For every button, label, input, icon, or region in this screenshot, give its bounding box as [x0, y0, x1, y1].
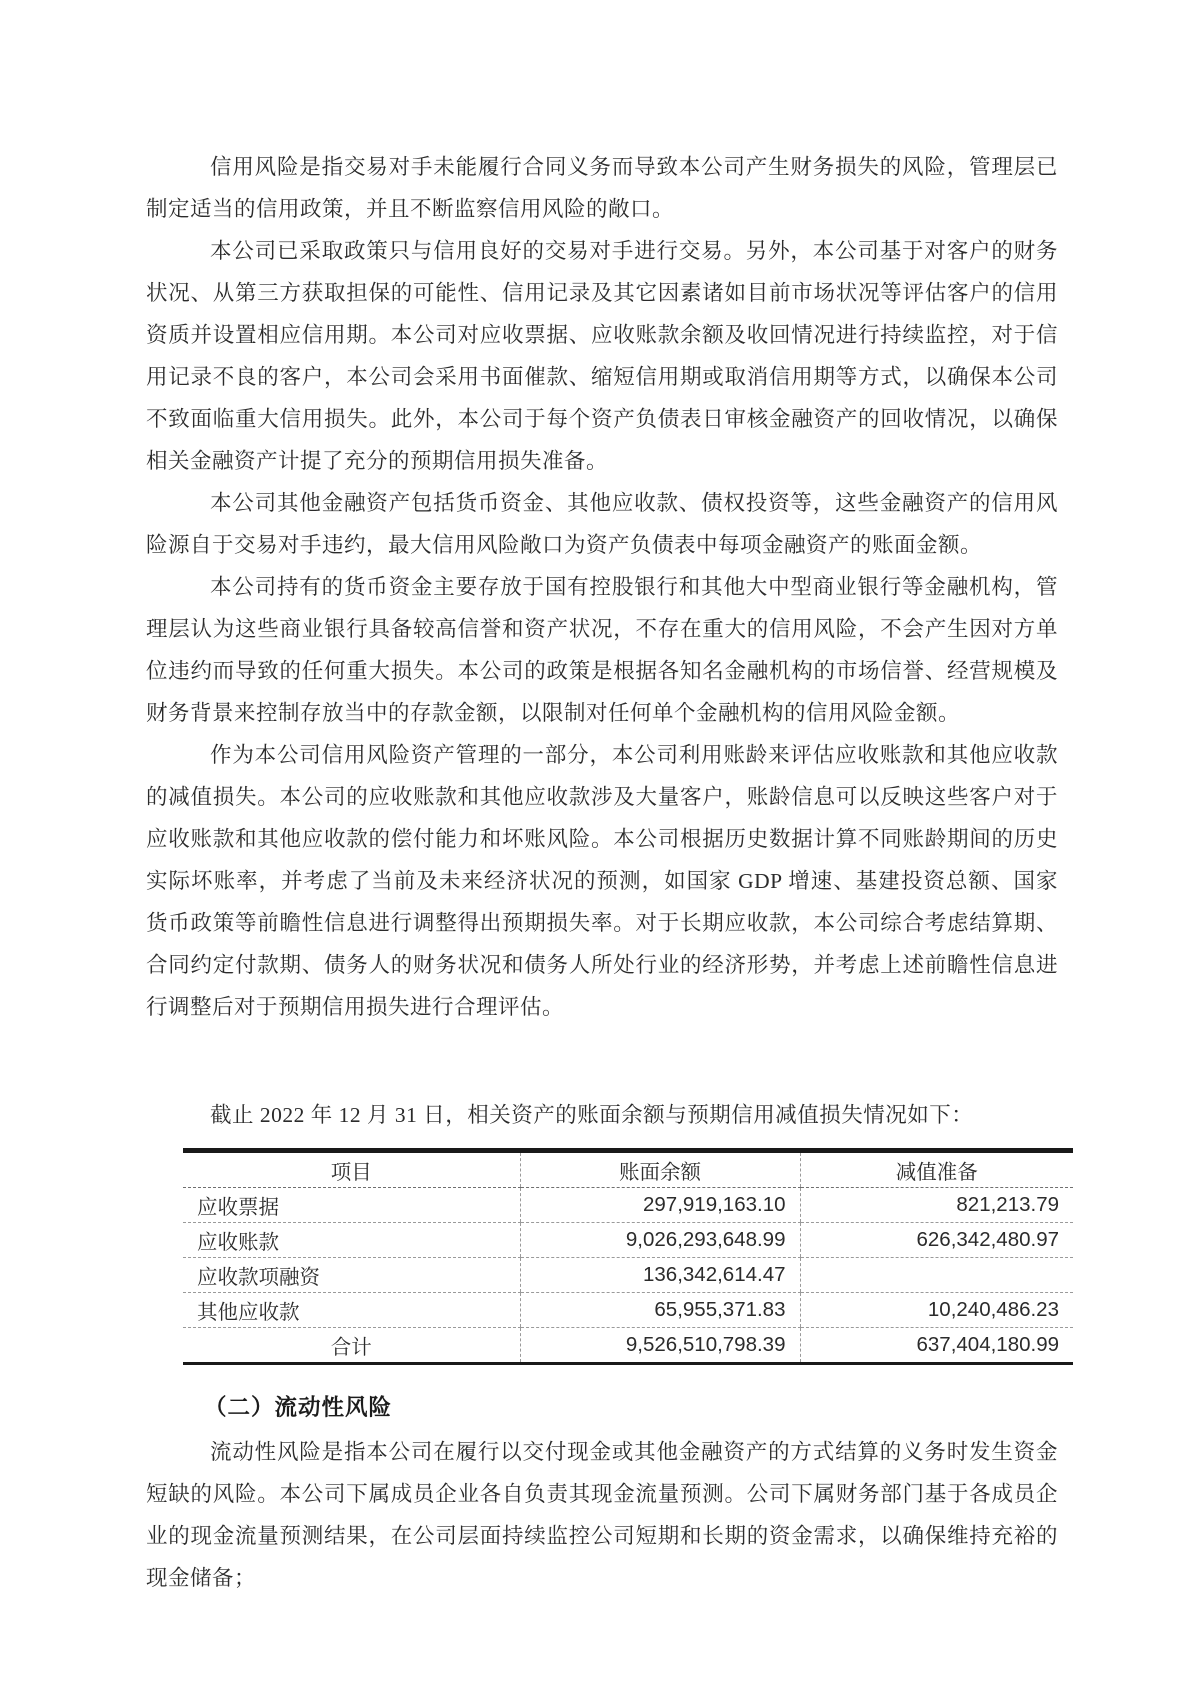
impairment-table-header	[183, 1151, 1073, 1188]
table-row-notes-receivable	[183, 1188, 1073, 1223]
column-header-impairment-provision: 减值准备	[800, 1151, 1073, 1188]
paragraph-other-financial-assets: 本公司其他金融资产包括货币资金、其他应收款、债权投资等，这些金融资产的信用风险源自于交易对手违约，最大信用风险敞口为资产负债表中每项金融资产的账面金额。	[146, 491, 1058, 557]
section-heading-liquidity-risk: （二）流动性风险	[204, 1395, 393, 1420]
paragraph-liquidity-risk: 流动性风险是指本公司在履行以交付现金或其他金融资产的方式结算的义务时发生资金短缺的风险。本公司下属成员企业各自负责其现金流量预测。公司下属财务部门基于各成员企业的现金流量预测结果，在公司层面持续监控公司短期和长期的资金需求，以确保维持充裕的现金储备；	[146, 1440, 1058, 1590]
impairment-value: 10,240,486.23	[800, 1293, 1073, 1328]
table-intro-line: 截止 2022 年 12 月 31 日，相关资产的账面余额与预期信用减值损失情况如下：	[210, 1103, 974, 1127]
table-header-row	[183, 1151, 1073, 1188]
column-header-book-balance: 账面余额	[520, 1151, 800, 1188]
table-row-other-receivables	[183, 1293, 1073, 1328]
impairment-value: 626,342,480.97	[800, 1223, 1073, 1258]
total-book-balance-value: 9,526,510,798.39	[520, 1328, 800, 1364]
table-row-accounts-receivable	[183, 1223, 1073, 1258]
table-row-total	[183, 1328, 1073, 1364]
paragraph-cash-deposits: 本公司持有的货币资金主要存放于国有控股银行和其他大中型商业银行等金融机构，管理层认为这些商业银行具备较高信誉和资产状况，不存在重大的信用风险，不会产生因对方单位违约而导致的任何重大损失。本公司的政策是根据各知名金融机构的市场信誉、经营规模及财务背景来控制存放当中的存款金额，以限制对任何单个金融机构的信用风险金额。	[146, 575, 1058, 725]
table-row-receivables-financing	[183, 1258, 1073, 1293]
total-impairment-value: 637,404,180.99	[800, 1328, 1073, 1364]
table-and-liquidity-block	[146, 1094, 1058, 1599]
credit-risk-text-block	[146, 146, 1058, 1028]
impairment-value	[800, 1258, 1073, 1293]
item-label: 其他应收款	[183, 1293, 520, 1328]
book-balance-value: 65,955,371.83	[520, 1293, 800, 1328]
book-balance-value: 136,342,614.47	[520, 1258, 800, 1293]
item-label: 应收票据	[183, 1188, 520, 1223]
paragraph-credit-risk-definition: 信用风险是指交易对手未能履行合同义务而导致本公司产生财务损失的风险，管理层已制定适当的信用政策，并且不断监察信用风险的敞口。	[146, 155, 1058, 221]
impairment-value: 821,213.79	[800, 1188, 1073, 1223]
impairment-table-body	[183, 1188, 1073, 1364]
book-balance-value: 297,919,163.10	[520, 1188, 800, 1223]
item-label: 应收款项融资	[183, 1258, 520, 1293]
paragraph-aging-assessment: 作为本公司信用风险资产管理的一部分，本公司利用账龄来评估应收账款和其他应收款的减值损失。本公司的应收账款和其他应收款涉及大量客户，账龄信息可以反映这些客户对于应收账款和其他应收款的偿付能力和坏账风险。本公司根据历史数据计算不同账龄期间的历史实际坏账率，并考虑了当前及未来经济状况的预测，如国家 GDP 增速、基建投资总额、国家货币政策等前瞻性信息进行调整得出预期损失率。对于长期应收款，本公司综合考虑结算期、合同约定付款期、债务人的财务状况和债务人所处行业的经济形势，并考虑上述前瞻性信息进行调整后对于预期信用损失进行合理评估。	[146, 743, 1058, 1019]
impairment-table	[183, 1148, 1073, 1365]
column-header-item: 项目	[183, 1151, 520, 1188]
book-balance-value: 9,026,293,648.99	[520, 1223, 800, 1258]
total-label: 合计	[330, 1337, 372, 1359]
paragraph-credit-policy: 本公司已采取政策只与信用良好的交易对手进行交易。另外，本公司基于对客户的财务状况、从第三方获取担保的可能性、信用记录及其它因素诸如目前市场状况等评估客户的信用资质并设置相应信用期。本公司对应收票据、应收账款余额及收回情况进行持续监控，对于信用记录不良的客户，本公司会采用书面催款、缩短信用期或取消信用期等方式，以确保本公司不致面临重大信用损失。此外，本公司于每个资产负债表日审核金融资产的回收情况，以确保相关金融资产计提了充分的预期信用损失准备。	[146, 239, 1058, 473]
item-label: 应收账款	[183, 1223, 520, 1258]
